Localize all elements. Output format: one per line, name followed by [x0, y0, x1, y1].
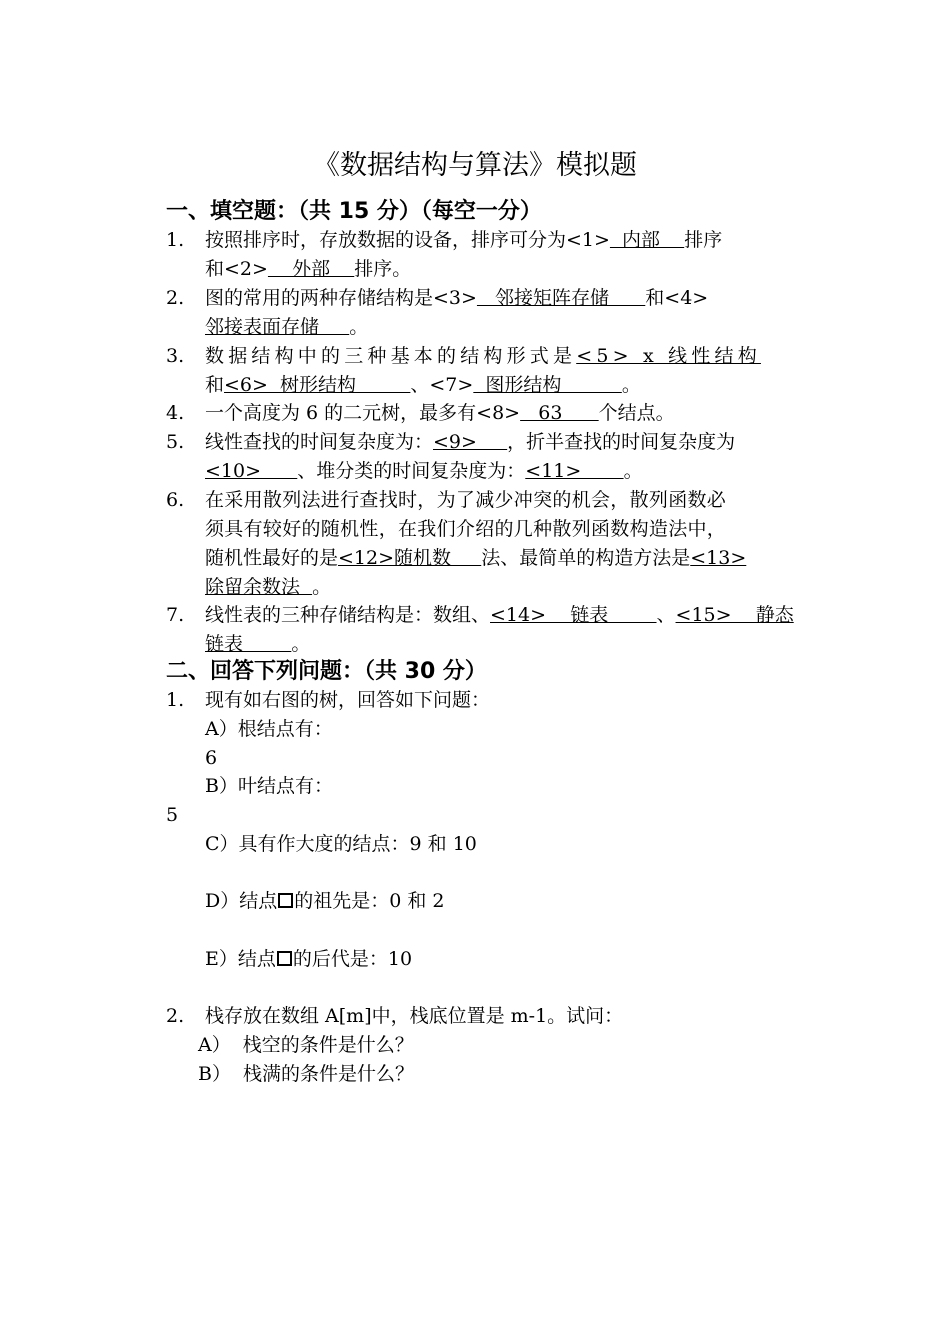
question-number: 6.: [166, 489, 185, 511]
question-3-line-1: 数据结构中的三种基本的结构形式是<5> x 线性结构: [205, 345, 761, 367]
question-1-line-1: 按照排序时，存放数据的设备，排序可分为<1> 内部 排序: [205, 229, 723, 251]
answer-b: 5: [166, 804, 179, 826]
question-number: 1.: [166, 689, 185, 711]
question-4-line-1: 一个高度为 6 的二元树，最多有<8> 63 个结点。: [205, 402, 675, 424]
sub-question-d: D）结点 的祖先是：0 和 2: [205, 890, 445, 912]
question-3-line-2: 和<6> 树形结构 、<7> 图形结构 。: [205, 374, 641, 396]
section-2-heading: 二、回答下列问题：（共 30 分）: [166, 659, 487, 684]
sub-question-c: C）具有作大度的结点：9 和 10: [205, 833, 477, 855]
question-7-line-1: 线性表的三种存储结构是：数组、<14> 链表 、<15> 静态: [205, 604, 794, 626]
answer-blank: 63: [520, 402, 599, 424]
sub-question-b: B）叶结点有：: [205, 775, 333, 797]
question-6-line-3: 随机性最好的是<12>随机数 法、最简单的构造方法是<13>: [205, 547, 747, 569]
question-7-line-2: 链表 。: [205, 633, 311, 655]
question-1-line-2: 和<2> 外部 排序。: [205, 258, 412, 280]
tree-question-text: 现有如右图的树，回答如下问题：: [205, 689, 491, 711]
question-number: 7.: [166, 604, 185, 626]
question-5-line-1: 线性查找的时间复杂度为：<9> ，折半查找的时间复杂度为: [205, 431, 736, 453]
stack-question-text: 栈存放在数组 A[m]中，栈底位置是 m-1。试问：: [205, 1005, 624, 1027]
question-6-line-2: 须具有较好的随机性，在我们介绍的几种散列函数构造法中，: [205, 518, 727, 540]
question-number: 3.: [166, 345, 185, 367]
answer-blank: <11>: [525, 460, 624, 482]
question-5-line-2: <10> 、堆分类的时间复杂度为：<11> 。: [205, 460, 643, 482]
section-1-heading: 一、填空题：（共 15 分）（每空一分）: [166, 199, 542, 224]
answer-blank: 邻接矩阵存储: [476, 287, 646, 309]
sub-question-a: A）根结点有：: [205, 718, 333, 740]
answer-blank: <9>: [433, 431, 508, 453]
stack-sub-question-b: B） 栈满的条件是什么？: [198, 1063, 414, 1085]
answer-blank: 外部: [267, 258, 355, 280]
answer-blank: <12>随机数: [338, 547, 482, 569]
sub-question-e: E）结点 的后代是：10: [205, 948, 413, 970]
answer-blank: <15> 静态: [675, 604, 794, 626]
answer-blank: 内部: [609, 229, 685, 251]
answer-blank: <13>: [690, 547, 747, 569]
question-number: 1.: [166, 229, 185, 251]
question-6-line-4: 除留余数法 。: [205, 576, 332, 598]
answer-blank: <6> 树形结构: [224, 374, 411, 396]
question-2-line-1: 图的常用的两种存储结构是<3> 邻接矩阵存储 和<4>: [205, 287, 709, 309]
answer-blank: 除留余数法: [205, 576, 313, 598]
question-number: 5.: [166, 431, 185, 453]
document-title: 《数据结构与算法》模拟题: [313, 150, 637, 181]
answer-blank: <14> 链表: [490, 604, 657, 626]
answer-a: 6: [205, 747, 218, 769]
answer-blank: <10>: [205, 460, 298, 482]
stack-sub-question-a: A） 栈空的条件是什么？: [198, 1034, 414, 1056]
question-2-line-2: 邻接表面存储 。: [205, 316, 369, 338]
answer-blank: 图形结构: [473, 374, 622, 396]
question-number: 2.: [166, 287, 185, 309]
missing-glyph-box-icon: [277, 951, 292, 966]
answer-blank: 邻接表面存储: [205, 316, 350, 338]
missing-glyph-box-icon: [278, 893, 293, 908]
answer-blank: 链表: [205, 633, 292, 655]
question-6-line-1: 在采用散列法进行查找时，为了减少冲突的机会，散列函数必: [205, 489, 727, 511]
question-number: 2.: [166, 1005, 185, 1027]
answer-blank: <5> x 线性结构: [576, 345, 761, 367]
question-number: 4.: [166, 402, 185, 424]
